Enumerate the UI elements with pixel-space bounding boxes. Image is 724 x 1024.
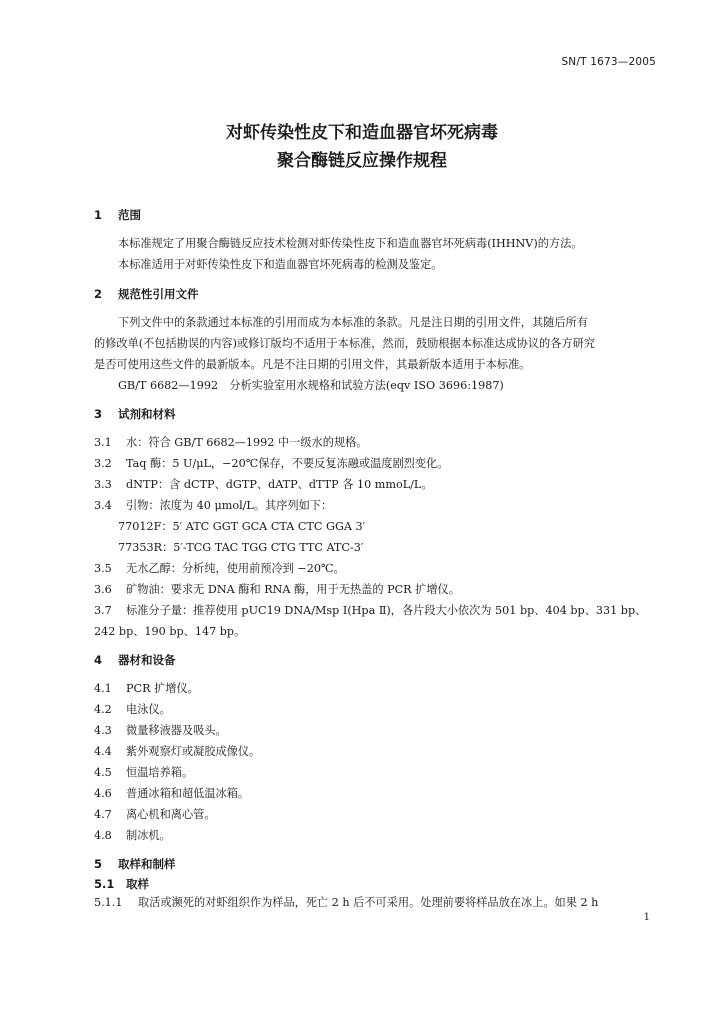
item-number: 4.7	[94, 808, 112, 821]
item-number: 3.5	[94, 562, 112, 575]
section-number: 2	[94, 287, 103, 301]
section-title: 规范性引用文件	[118, 287, 199, 301]
primer-sequence: 77353R：5′-TCG TAC TGG CTG TTC ATC-3′	[118, 541, 364, 554]
list-item	[94, 785, 249, 801]
item-text: 电泳仪。	[126, 703, 171, 716]
list-item	[94, 560, 345, 576]
item-number: 4.4	[94, 745, 112, 758]
section-title: 范围	[118, 208, 141, 222]
item-number: 4.3	[94, 724, 112, 737]
item-number: 3.6	[94, 583, 112, 596]
item-number: 4.5	[94, 766, 112, 779]
list-item	[94, 434, 367, 450]
list-item	[94, 581, 460, 597]
subsection-title: 取样	[126, 877, 149, 891]
item-text: 制冰机。	[126, 829, 171, 842]
item-number: 3.7	[94, 604, 112, 617]
normative-reference: GB/T 6682—1992 分析实验室用水规格和试验方法(eqv ISO 3696:1987)	[118, 379, 504, 392]
list-item	[94, 701, 171, 717]
item-number: 3.1	[94, 436, 112, 449]
list-item	[94, 680, 199, 696]
item-text: 恒温培养箱。	[126, 766, 194, 779]
item-text: 取活或濒死的对虾组织作为样品，死亡 2 h 后不可采用。处理前要将样品放在冰上。如果 2 h	[138, 896, 599, 909]
item-text: 无水乙醇：分析纯，使用前预冷到 −20℃。	[126, 562, 345, 575]
item-text: 微量移液器及吸头。	[126, 724, 227, 737]
item-number: 3.2	[94, 457, 112, 470]
list-item	[94, 894, 598, 910]
section-title: 试剂和材料	[118, 407, 176, 421]
item-number: 4.2	[94, 703, 112, 716]
item-text: 水：符合 GB/T 6682—1992 中一级水的规格。	[126, 436, 368, 449]
list-item	[94, 722, 227, 738]
item-text: 引物：浓度为 40 μmol/L。其序列如下：	[126, 499, 333, 512]
section-1-heading	[94, 207, 141, 223]
list-item	[94, 764, 193, 780]
section-3-heading	[94, 406, 176, 422]
list-item	[94, 602, 646, 618]
item-text: 普通冰箱和超低温冰箱。	[126, 787, 250, 800]
paragraph-line: 是否可使用这些文件的最新版本。凡是不注日期的引用文件，其最新版本适用于本标准。	[94, 358, 531, 371]
section-number: 5	[94, 857, 103, 871]
subsection-number: 5.1	[94, 877, 115, 891]
paragraph: 本标准规定了用聚合酶链反应技术检测对虾传染性皮下和造血器官坏死病毒(IHHNV)的方法。	[118, 237, 583, 250]
list-item	[94, 455, 448, 471]
section-4-heading	[94, 652, 176, 668]
section-2-heading	[94, 286, 199, 302]
section-number: 3	[94, 407, 103, 421]
list-item-continuation: 242 bp、190 bp、147 bp。	[94, 625, 246, 638]
section-title: 取样和制样	[118, 857, 176, 871]
document-title-line2: 聚合酶链反应操作规程	[277, 151, 447, 171]
primer-sequence: 77012F：5′ ATC GGT GCA CTA CTC GGA 3′	[118, 520, 366, 533]
item-text: PCR 扩增仪。	[126, 682, 199, 695]
section-title: 器材和设备	[118, 653, 176, 667]
item-number: 4.1	[94, 682, 112, 695]
paragraph-line: 下列文件中的条款通过本标准的引用而成为本标准的条款。凡是注日期的引用文件，其随后所有	[118, 316, 588, 329]
document-title-line1: 对虾传染性皮下和造血器官坏死病毒	[226, 123, 498, 143]
section-number: 4	[94, 653, 103, 667]
item-number: 4.6	[94, 787, 112, 800]
page-number: 1	[643, 912, 650, 923]
paragraph-line: 的修改单(不包括勘误的内容)或修订版均不适用于本标准，然而，鼓励根据本标准达成协议的各方研究	[94, 337, 595, 350]
subsection-5-1-heading	[94, 876, 149, 892]
list-item	[94, 806, 216, 822]
item-text: dNTP：含 dCTP、dGTP、dATP、dTTP 各 10 mmoL/L。	[126, 478, 433, 491]
item-number: 5.1.1	[94, 896, 123, 909]
list-item	[94, 743, 260, 759]
item-number: 3.4	[94, 499, 112, 512]
section-5-heading	[94, 856, 176, 872]
list-item	[94, 476, 433, 492]
item-text: 离心机和离心管。	[126, 808, 216, 821]
item-number: 4.8	[94, 829, 112, 842]
item-text: 标准分子量：推荐使用 pUC19 DNA/Msp Ⅰ(Hpa Ⅱ)，各片段大小依次为 501 bp、404 bp、331 bp、	[126, 604, 647, 617]
item-number: 3.3	[94, 478, 112, 491]
item-text: Taq 酶：5 U/μL，−20℃保存，不要反复冻融或温度剧烈变化。	[126, 457, 449, 470]
section-number: 1	[94, 208, 103, 222]
item-text: 紫外观察灯或凝胶成像仪。	[126, 745, 261, 758]
item-text: 矿物油：要求无 DNA 酶和 RNA 酶，用于无热盖的 PCR 扩增仪。	[126, 583, 460, 596]
list-item	[94, 827, 171, 843]
list-item	[94, 497, 332, 513]
standard-code: SN/T 1673—2005	[561, 56, 656, 68]
paragraph: 本标准适用于对虾传染性皮下和造血器官坏死病毒的检测及鉴定。	[118, 258, 443, 271]
